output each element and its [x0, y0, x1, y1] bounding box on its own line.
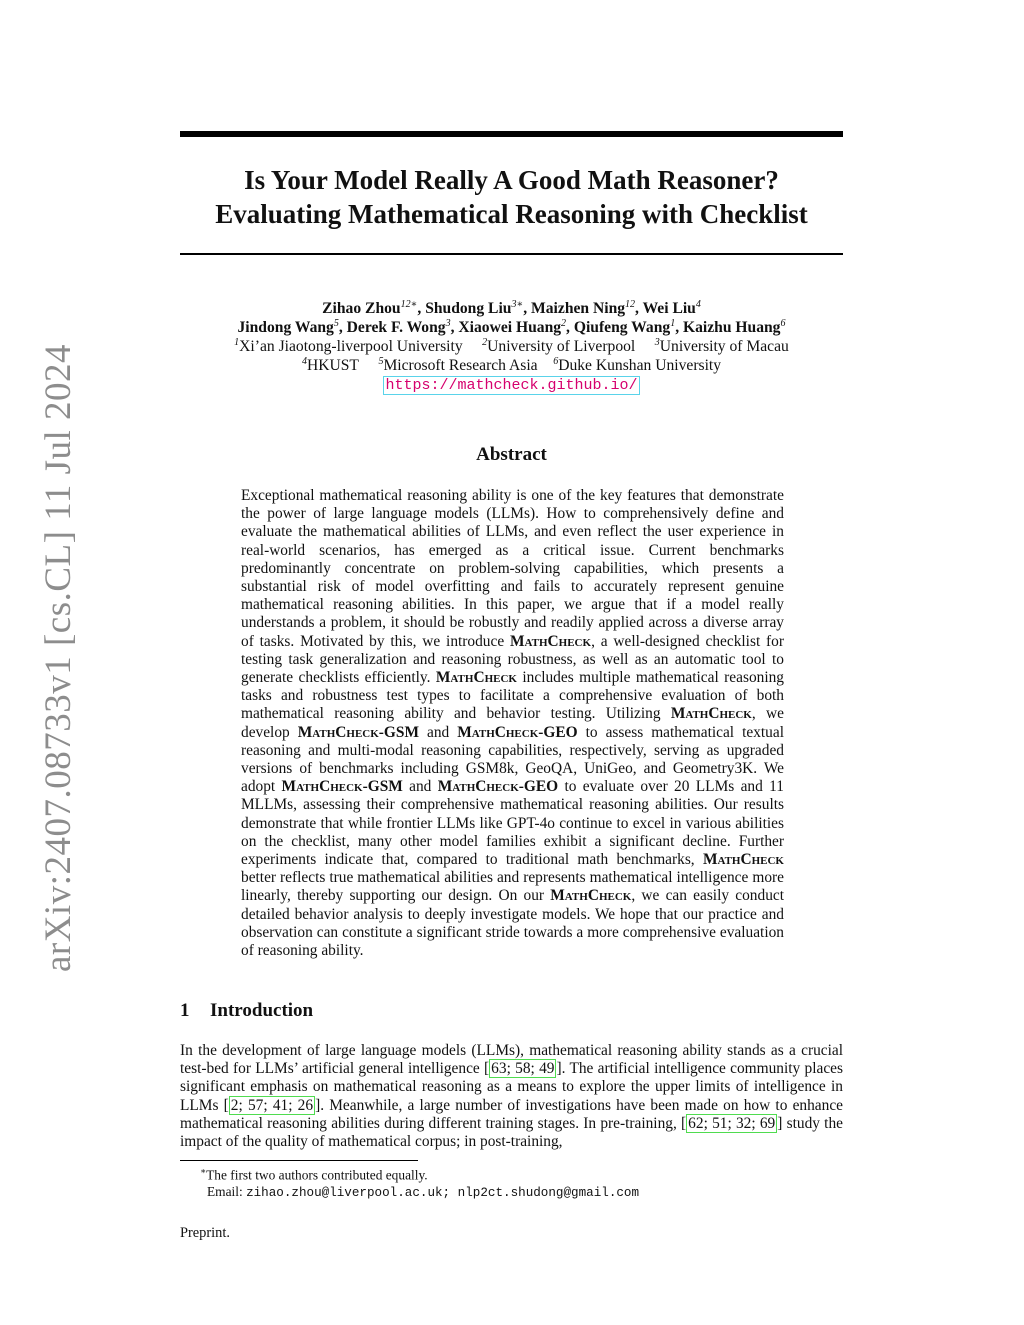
- footnote-rule: [180, 1160, 418, 1161]
- section-heading: [180, 1000, 313, 1022]
- title-line-1: Is Your Model Really A Good Math Reasoner?: [244, 165, 779, 195]
- abstract-heading: Abstract: [476, 444, 547, 465]
- affiliation-line-2: $^4$HKUST $^5$Microsoft Research Asia $^6$Duke Kunshan University: [301, 355, 722, 374]
- author-line-1: Zihao Zhou$^{12∗}$, Shudong Liu$^{3∗}$, Maizhen Ning$^{12}$, Wei Liu$^4$: [322, 298, 701, 317]
- affiliation-line-1: $^1$Xi’an Jiaotong-liverpool University $^2$University of Liverpool $^3$University of Macau: [234, 336, 789, 355]
- brand-mathcheck-geo: MathCheck-GEO: [437, 778, 559, 796]
- author-name: Maizhen Ning: [531, 300, 626, 317]
- citation-link[interactable]: 2; 57; 41; 26: [230, 1096, 314, 1114]
- abstract-body: Exceptional mathematical reasoning ability is one of the key features that demonstrate the power of large language models (LLMs). How to comprehensively define and evaluate the mathematical abilities of LLMs, and even reflect the user experience in real-world scenarios, has emerged as a critical issue. Current benchmarks predominantly concentrate on problem-solving capabilities, which presents a substantial risk of model overfitting and fails to accurately represent genuine mathematical reasoning abilities. In this paper, we argue that if a model really understands a problem, it should be robustly and readily applied across a diverse array of tasks. Motivated by this, we introduce MathCheck, a well-designed checklist for testing task generalization and reasoning robustness, as well as an automatic tool to generate checklists efficiently. MathCheck includes multiple mathematical reasoning tasks and robustness test types to facilitate a comprehensive evaluation of both mathematical reasoning ability and behavior testing. Utilizing MathCheck, we develop MathCheck-GSM and MathCheck-GEO to assess mathematical textual reasoning and multi-modal reasoning capabilities, respectively, serving as upgraded versions of benchmarks including GSM8k, GeoQA, UniGeo, and Geometry3K. We adopt MathCheck-GSM and MathCheck-GEO to evaluate over 20 LLMs and 11 MLLMs, assessing their comprehensive mathematical reasoning abilities. Our results demonstrate that while frontier LLMs like GPT-4o continue to excel in various abilities on the checklist, many other model families exhibit a significant decline. Further experiments indicate that, compared to traditional math benchmarks, MathCheck better reflects true mathematical abilities and represents mathematical intelligence more linearly, thereby supporting our design. On our MathCheck, we can easily conduct detailed behavior analysis to deeply investigate models. We hope that our practice and observation can constitute a significant stride towards a more comprehensive evaluation of reasoning ability.: [241, 487, 784, 960]
- citation-link[interactable]: 62; 51; 32; 69: [688, 1114, 776, 1132]
- paper-title: [180, 163, 843, 231]
- author-name: Shudong Liu: [425, 300, 512, 317]
- footnote-line-1: ∗The first two authors contributed equally.: [200, 1166, 428, 1183]
- footnote-line-2: Email: zihao.zhou@liverpool.ac.uk; nlp2ct.shudong@gmail.com: [207, 1184, 640, 1201]
- affiliation: Duke Kunshan University: [558, 357, 722, 374]
- project-url-link[interactable]: https://mathcheck.github.io/: [385, 377, 638, 394]
- section-number: 1: [180, 1000, 190, 1021]
- brand-mathcheck: MathCheck: [435, 669, 517, 687]
- author-name: Derek F. Wong: [346, 319, 446, 336]
- author-block: [180, 299, 843, 395]
- url-line: [180, 375, 843, 395]
- brand-mathcheck: MathCheck: [702, 851, 784, 869]
- arxiv-stamp: arXiv:2407.08733v1 [cs.CL] 11 Jul 2024: [38, 343, 79, 973]
- affiliation: HKUST: [306, 357, 359, 374]
- author-name: Xiaowei Huang: [458, 319, 562, 336]
- brand-mathcheck-gsm: MathCheck-GSM: [297, 723, 419, 741]
- author-name: Zihao Zhou: [322, 300, 401, 317]
- title-bottom-rule: [180, 253, 843, 255]
- citation-link[interactable]: 63; 58; 49: [491, 1060, 555, 1078]
- footnote: [180, 1163, 843, 1202]
- brand-mathcheck-gsm: MathCheck-GSM: [281, 778, 403, 796]
- footnote-emails: zihao.zhou@liverpool.ac.uk; nlp2ct.shudong@gmail.com: [246, 1186, 640, 1201]
- brand-mathcheck: MathCheck: [510, 632, 592, 650]
- affiliation: Microsoft Research Asia: [383, 357, 538, 374]
- title-line-2: Evaluating Mathematical Reasoning with Checklist: [215, 199, 808, 229]
- affiliation: Xi’an Jiaotong-liverpool University: [239, 338, 463, 355]
- author-name: Qiufeng Wang: [573, 319, 671, 336]
- brand-mathcheck-geo: MathCheck-GEO: [457, 723, 578, 741]
- introduction-paragraph: In the development of large language models (LLMs), mathematical reasoning ability stands as a crucial test-bed for LLMs’ artificial general intelligence [ 63; 58; 49 ]. The artificial intelligence community places significant emphasis on mathematical reasoning as a means to explore the upper limits of intelligence in LLMs [ 2; 57; 41; 26 ]. Meanwhile, a large number of investigations have been made on how to enhance mathematical reasoning abilities during different training stages. In pre-training, [ 62; 51; 32; 69 ] study the impact of the quality of mathematical corpus; in post-training,: [180, 1042, 843, 1151]
- author-line-2: Jindong Wang$^5$, Derek F. Wong$^3$, Xiaowei Huang$^2$, Qiufeng Wang$^1$, Kaizhu Huang$^6$: [237, 317, 786, 336]
- author-name: Jindong Wang: [237, 319, 334, 336]
- author-name: Wei Liu: [642, 300, 696, 317]
- brand-mathcheck: MathCheck: [670, 705, 752, 723]
- affiliation: University of Liverpool: [487, 338, 636, 355]
- page-footer: Preprint.: [180, 1225, 230, 1241]
- author-name: Kaizhu Huang: [682, 319, 781, 336]
- affiliation: University of Macau: [659, 338, 789, 355]
- title-top-rule: [180, 131, 843, 137]
- section-title: Introduction: [210, 1000, 314, 1021]
- brand-mathcheck: MathCheck: [550, 887, 632, 905]
